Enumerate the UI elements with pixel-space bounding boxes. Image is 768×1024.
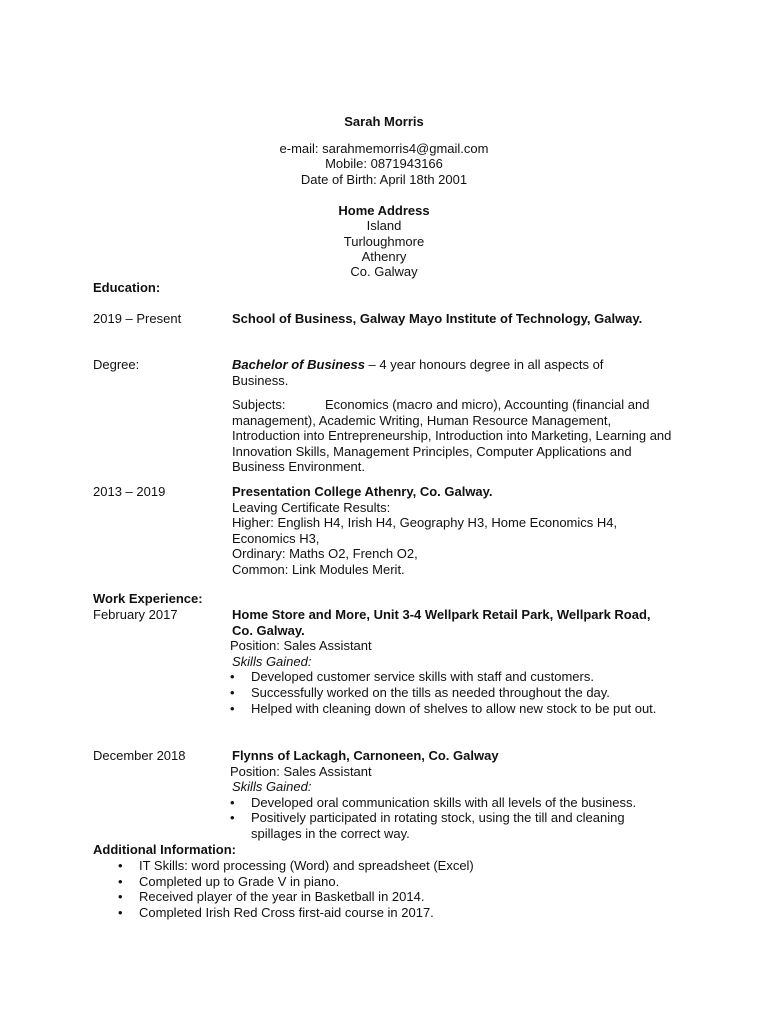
results-line: Higher: English H4, Irish H4, Geography H3, Home Economics H4, Economics H3, — [232, 515, 618, 546]
subjects-list: Economics (macro and micro), Accounting (financial and management), Academic Writing, Human Resource Management, Introduction into Entrepreneurship, Introduction into Marketing, Learning and Innovation Skills, Management Principles, Computer Applications and Business Environment. — [232, 397, 672, 475]
date-of-birth: Date of Birth: April 18th 2001 — [300, 172, 468, 187]
candidate-name: Sarah Morris — [344, 114, 424, 129]
degree-description — [232, 357, 662, 388]
job-block — [230, 607, 675, 716]
job-block — [230, 748, 675, 842]
results-line: Ordinary: Maths O2, French O2, — [232, 546, 418, 562]
subjects-block — [232, 397, 682, 475]
list-item: • Completed Irish Red Cross first-aid course in 2017. — [118, 905, 678, 921]
skills-list — [230, 795, 675, 842]
work-heading: Work Experience: — [93, 591, 203, 606]
additional-heading: Additional Information: — [93, 842, 236, 857]
list-item: • Completed up to Grade V in piano. — [118, 874, 678, 890]
subjects-label: Subjects: — [232, 397, 286, 412]
school-name: Presentation College Athenry, Co. Galway. — [232, 484, 493, 499]
list-item: • Successfully worked on the tills as needed throughout the day. — [230, 685, 675, 701]
job-position: Position: Sales Assistant — [230, 638, 372, 654]
education-heading: Education: — [93, 280, 161, 295]
results-line: Common: Link Modules Merit. — [232, 561, 405, 577]
address-line: Athenry — [361, 249, 407, 264]
list-item: • Developed customer service skills with staff and customers. — [230, 669, 675, 685]
skills-label: Skills Gained: — [232, 779, 312, 795]
results-line: Leaving Certificate Results: — [232, 499, 391, 515]
additional-list — [118, 858, 678, 920]
list-item: • Received player of the year in Basketball in 2014. — [118, 889, 678, 905]
skills-label: Skills Gained: — [232, 653, 312, 669]
school-block — [232, 484, 672, 578]
education-date: 2013 – 2019 — [93, 484, 166, 499]
list-item: • Developed oral communication skills with all levels of the business. — [230, 795, 675, 811]
job-employer: Home Store and More, Unit 3-4 Wellpark Retail Park, Wellpark Road, Co. Galway. — [232, 607, 651, 638]
address-line: Co. Galway — [350, 264, 418, 279]
list-item: • IT Skills: word processing (Word) and spreadsheet (Excel) — [118, 858, 678, 874]
contact-email: e-mail: sarahmemorris4@gmail.com — [279, 141, 489, 156]
education-date: 2019 – Present — [93, 311, 182, 326]
job-date: February 2017 — [93, 607, 178, 622]
job-position: Position: Sales Assistant — [230, 763, 372, 779]
contact-mobile: Mobile: 0871943166 — [325, 156, 443, 171]
job-date: December 2018 — [93, 748, 186, 763]
degree-label: Degree: — [93, 357, 140, 372]
job-employer: Flynns of Lackagh, Carnoneen, Co. Galway — [232, 748, 499, 763]
address-line: Turloughmore — [343, 234, 425, 249]
list-item: • Helped with cleaning down of shelves to allow new stock to be put out. — [230, 701, 675, 717]
degree-title: Bachelor of Business — [232, 357, 365, 372]
education-institution: School of Business, Galway Mayo Institute of Technology, Galway. — [232, 311, 643, 326]
address-line: Island — [366, 218, 402, 233]
degree-detail: – 4 year honours degree in all aspects of Business. — [232, 357, 604, 388]
list-item: • Positively participated in rotating stock, using the till and cleaning spillages in the correct way. — [230, 810, 675, 841]
address-heading: Home Address — [338, 203, 430, 218]
skills-list — [230, 669, 675, 716]
